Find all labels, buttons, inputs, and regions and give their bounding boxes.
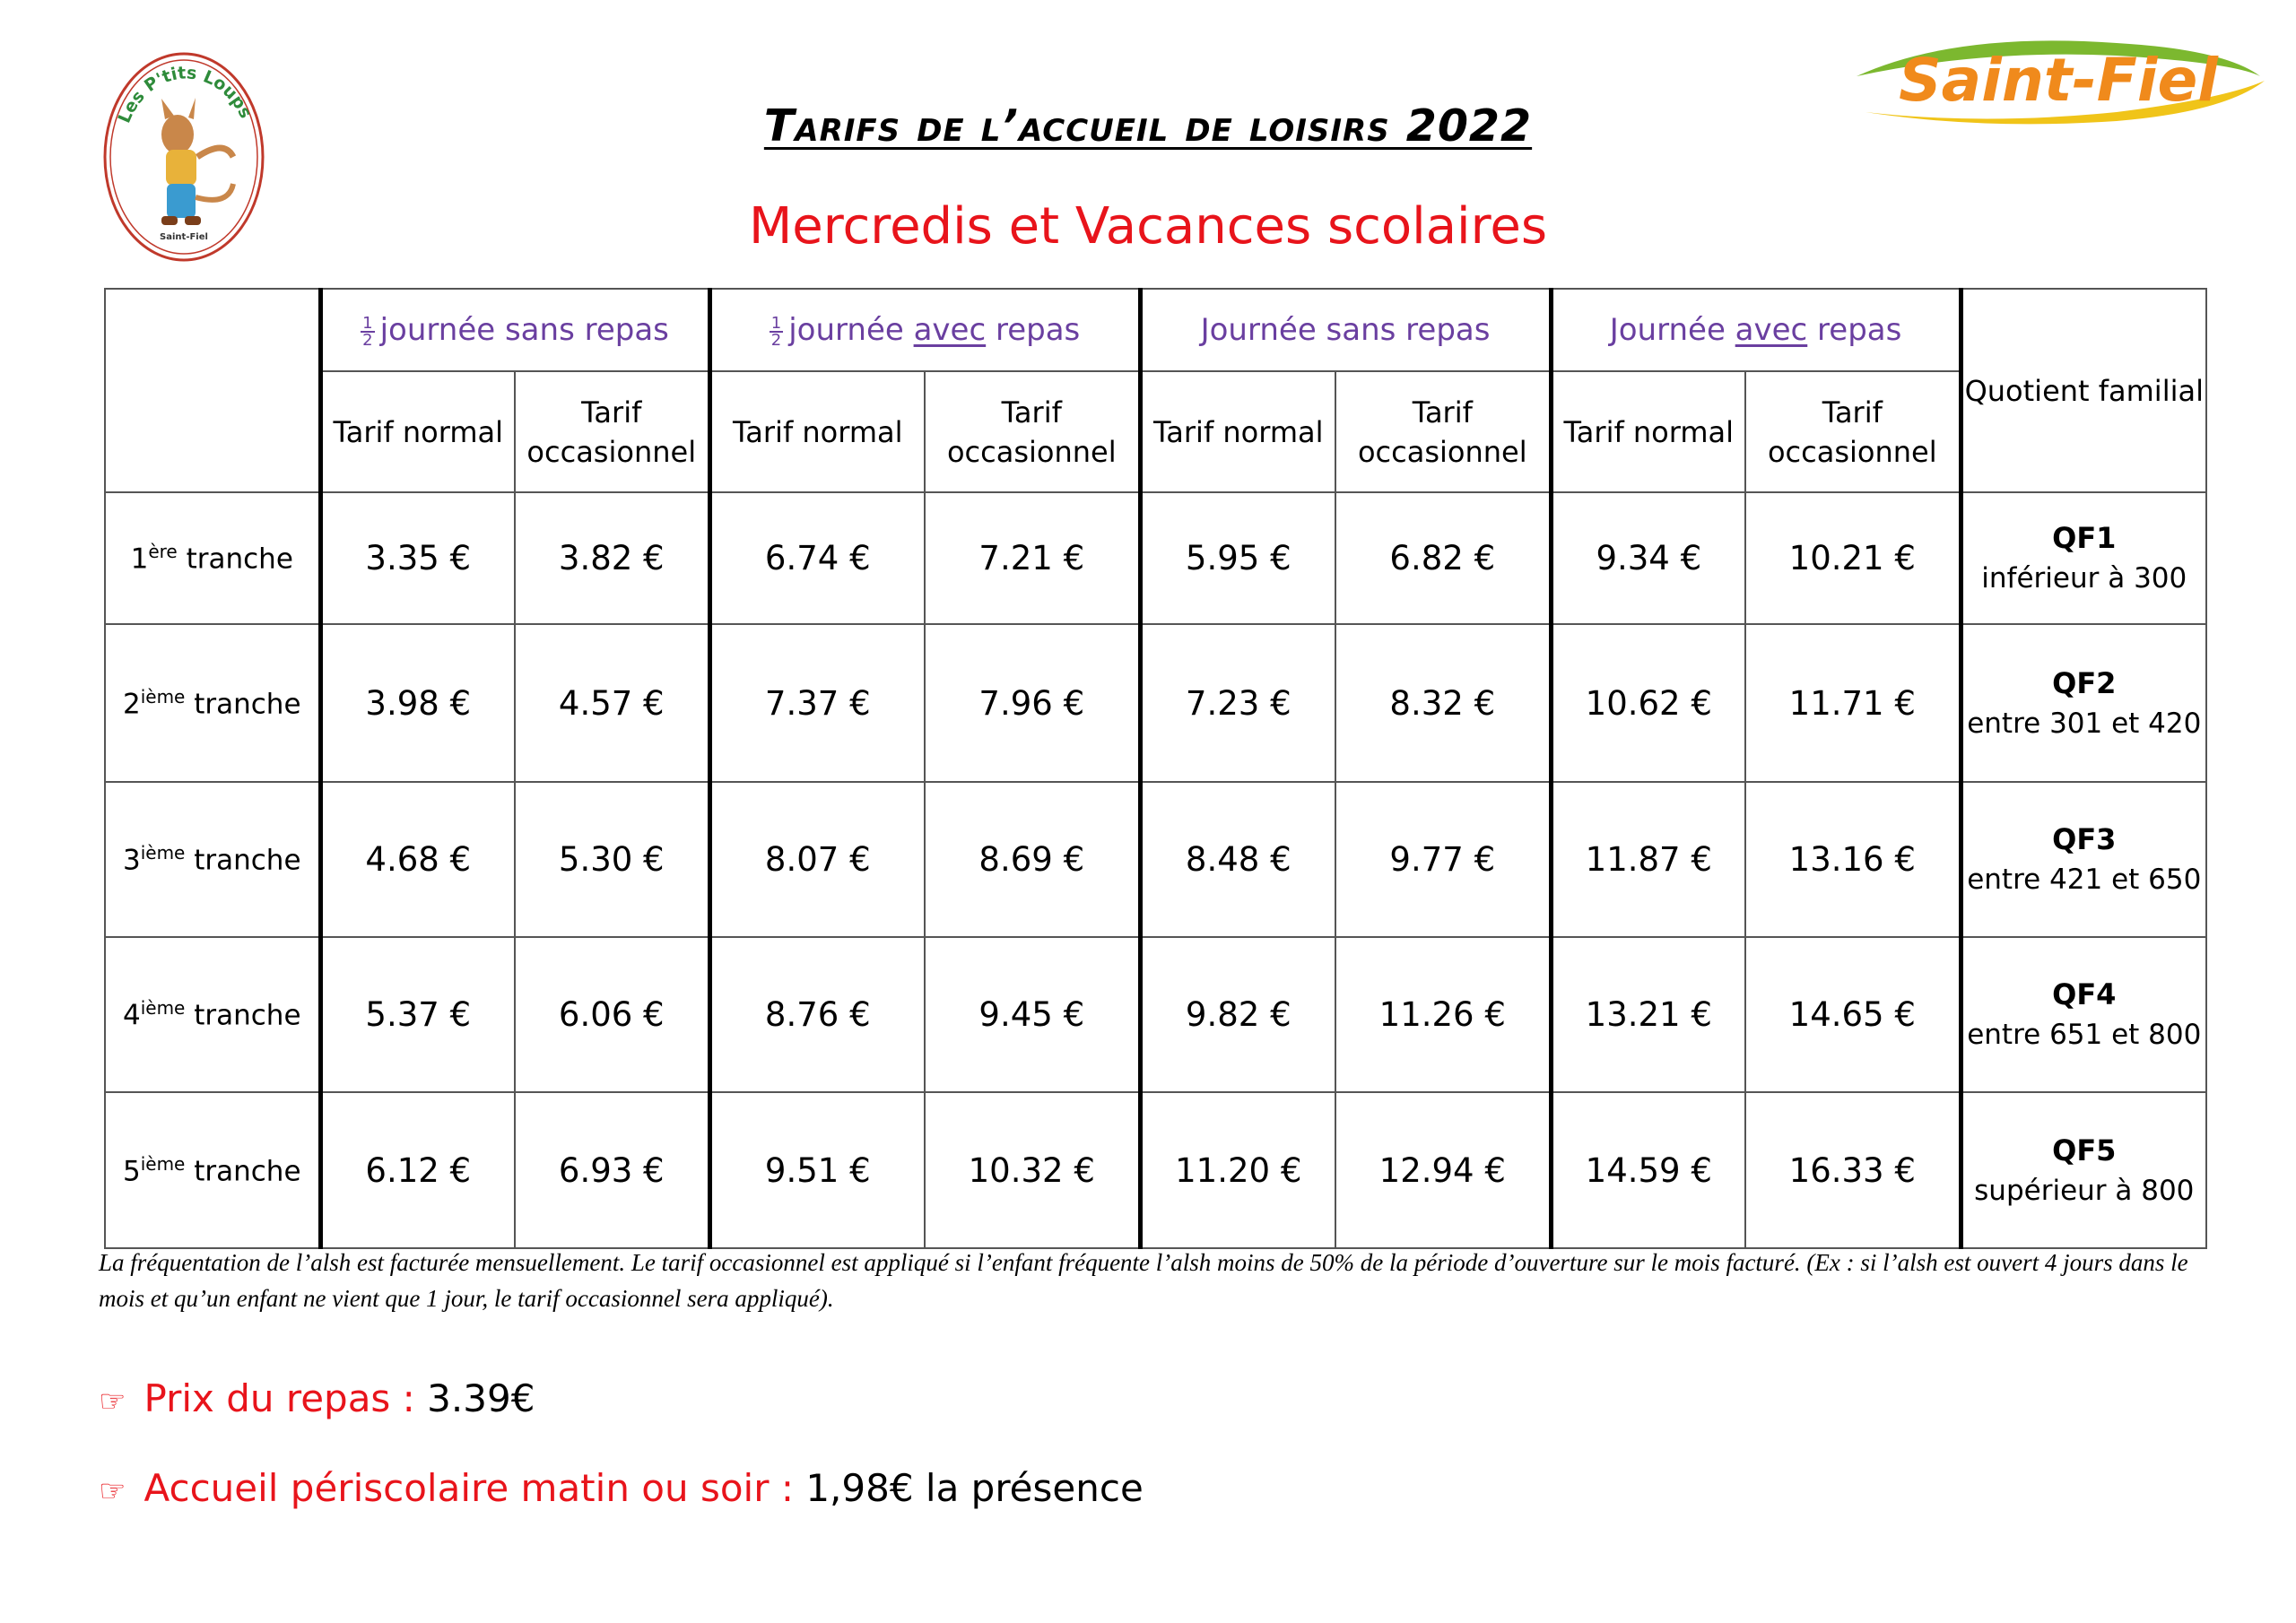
subheader-line: Tarif bbox=[1001, 395, 1062, 430]
document-subtitle: Mercredis et Vacances scolaires bbox=[748, 197, 1548, 256]
group-header-text: Journée sans repas bbox=[1200, 312, 1491, 348]
group-header-text: repas bbox=[986, 312, 1081, 348]
one-half-fraction bbox=[361, 313, 374, 350]
tranche-suffix: ième bbox=[140, 997, 186, 1020]
price-cell: 5.30 € bbox=[515, 782, 709, 937]
subheader-tarif-normal: Tarif normal bbox=[709, 371, 925, 492]
qf-code: QF4 bbox=[2052, 977, 2117, 1011]
group-header-text: journée bbox=[788, 312, 914, 348]
table-row bbox=[105, 782, 2206, 937]
tranche-number: 3 bbox=[122, 844, 141, 877]
qf-description: supérieur à 800 bbox=[1974, 1174, 2195, 1207]
price-cell: 6.12 € bbox=[320, 1092, 515, 1248]
meal-price-label: Prix du repas : bbox=[144, 1376, 428, 1420]
price-cell: 11.71 € bbox=[1745, 624, 1961, 782]
subheader-tarif-occasionnel bbox=[515, 371, 709, 492]
fraction-numerator: 1 bbox=[770, 313, 782, 333]
tranche-word: tranche bbox=[185, 688, 301, 721]
periscolaire-line bbox=[99, 1466, 1144, 1510]
row-label-tranche bbox=[105, 1092, 320, 1248]
tranche-number: 2 bbox=[122, 688, 141, 721]
document-title: Tarifs de l’accueil de loisirs 2022 bbox=[763, 100, 1533, 152]
price-cell: 6.06 € bbox=[515, 937, 709, 1092]
subheader-tarif-occasionnel bbox=[925, 371, 1140, 492]
quotient-familial-cell bbox=[1961, 937, 2206, 1092]
quotient-familial-header: Quotient familial bbox=[1961, 289, 2206, 492]
price-cell: 4.68 € bbox=[320, 782, 515, 937]
price-cell: 14.65 € bbox=[1745, 937, 1961, 1092]
meal-price-line bbox=[99, 1376, 535, 1420]
qf-description: inférieur à 300 bbox=[1981, 562, 2187, 595]
price-cell: 5.95 € bbox=[1140, 492, 1335, 624]
periscolaire-label: Accueil périscolaire matin ou soir : bbox=[144, 1466, 806, 1510]
row-label-tranche bbox=[105, 624, 320, 782]
qf-code: QF1 bbox=[2052, 521, 2117, 555]
price-cell: 11.26 € bbox=[1335, 937, 1551, 1092]
periscolaire-value: 1,98€ la présence bbox=[805, 1466, 1144, 1510]
tranche-number: 5 bbox=[122, 1155, 141, 1188]
quotient-familial-cell bbox=[1961, 492, 2206, 624]
pointing-hand-icon: ☞ bbox=[99, 1384, 126, 1419]
price-cell: 8.07 € bbox=[709, 782, 925, 937]
fraction-denominator: 2 bbox=[362, 330, 373, 350]
quotient-familial-cell bbox=[1961, 782, 2206, 937]
price-cell: 6.82 € bbox=[1335, 492, 1551, 624]
subheader-line: Tarif bbox=[581, 395, 642, 430]
price-cell: 9.34 € bbox=[1551, 492, 1745, 624]
price-cell: 8.48 € bbox=[1140, 782, 1335, 937]
price-cell: 7.21 € bbox=[925, 492, 1140, 624]
price-cell: 14.59 € bbox=[1551, 1092, 1745, 1248]
fraction-numerator: 1 bbox=[362, 313, 373, 333]
one-half-fraction bbox=[770, 313, 783, 350]
price-cell: 10.62 € bbox=[1551, 624, 1745, 782]
logo-subtext: Saint-Fiel bbox=[160, 232, 208, 242]
price-cell: 9.51 € bbox=[709, 1092, 925, 1248]
subheader-tarif-occasionnel bbox=[1335, 371, 1551, 492]
subheader-tarif-normal: Tarif normal bbox=[1551, 371, 1745, 492]
tranche-suffix: ième bbox=[140, 842, 186, 864]
tranche-number: 4 bbox=[122, 999, 141, 1032]
pointing-hand-icon: ☞ bbox=[99, 1473, 126, 1509]
meal-price-value: 3.39€ bbox=[427, 1376, 535, 1420]
price-cell: 13.16 € bbox=[1745, 782, 1961, 937]
price-cell: 7.96 € bbox=[925, 624, 1140, 782]
tranche-suffix: ère bbox=[148, 541, 178, 563]
qf-code: QF5 bbox=[2052, 1133, 2117, 1167]
subheader-line: Tarif bbox=[1822, 395, 1883, 430]
price-cell: 6.93 € bbox=[515, 1092, 709, 1248]
qf-description: entre 651 et 800 bbox=[1967, 1019, 2202, 1051]
tranche-number: 1 bbox=[130, 542, 149, 576]
price-cell: 10.21 € bbox=[1745, 492, 1961, 624]
group-header-day-with-meal bbox=[1551, 289, 1961, 371]
footnote: La fréquentation de l’alsh est facturée mensuellement. Le tarif occasionnel est appliqué si l’enfant fréquente l’alsh moins de 50% de la période d’ouverture sur le mois facturé. (Ex : si l’alsh est ouvert 4 jours dans le mois et qu’un enfant ne vient que 1 jour, le tarif occasionnel sera appliqué). bbox=[99, 1249, 2188, 1312]
tranche-suffix: ième bbox=[140, 1152, 186, 1175]
price-cell: 4.57 € bbox=[515, 624, 709, 782]
group-header-day-no-meal bbox=[1140, 289, 1551, 371]
group-header-underlined: avec bbox=[913, 312, 987, 348]
quotient-familial-cell bbox=[1961, 624, 2206, 782]
table-row bbox=[105, 1092, 2206, 1248]
subheader-line: occasionnel bbox=[526, 434, 697, 469]
price-cell: 7.23 € bbox=[1140, 624, 1335, 782]
group-header-half-day-with-meal bbox=[709, 289, 1140, 371]
qf-description: entre 301 et 420 bbox=[1967, 707, 2202, 740]
price-cell: 3.35 € bbox=[320, 492, 515, 624]
group-header-text: journée bbox=[379, 312, 505, 348]
price-cell: 8.76 € bbox=[709, 937, 925, 1092]
table-row bbox=[105, 492, 2206, 624]
price-cell: 8.32 € bbox=[1335, 624, 1551, 782]
row-label-tranche bbox=[105, 782, 320, 937]
qf-description: entre 421 et 650 bbox=[1967, 864, 2202, 896]
price-cell: 9.82 € bbox=[1140, 937, 1335, 1092]
price-cell: 3.82 € bbox=[515, 492, 709, 624]
subheader-line: Tarif bbox=[1412, 395, 1473, 430]
tranche-word: tranche bbox=[185, 999, 301, 1032]
price-cell: 5.37 € bbox=[320, 937, 515, 1092]
group-header-half-day-no-meal bbox=[320, 289, 709, 371]
price-cell: 8.69 € bbox=[925, 782, 1140, 937]
price-cell: 7.37 € bbox=[709, 624, 925, 782]
group-header-text: sans repas bbox=[504, 312, 669, 348]
qf-code: QF2 bbox=[2052, 665, 2117, 700]
subheader-tarif-normal: Tarif normal bbox=[320, 371, 515, 492]
row-label-tranche bbox=[105, 492, 320, 624]
subheader-line: occasionnel bbox=[1767, 434, 1937, 469]
tranche-word: tranche bbox=[177, 542, 293, 576]
price-cell: 9.45 € bbox=[925, 937, 1140, 1092]
tranche-word: tranche bbox=[185, 844, 301, 877]
group-header-text: repas bbox=[1807, 312, 1902, 348]
price-cell: 11.87 € bbox=[1551, 782, 1745, 937]
quotient-familial-cell bbox=[1961, 1092, 2206, 1248]
price-cell: 16.33 € bbox=[1745, 1092, 1961, 1248]
group-header-text: Journée bbox=[1609, 312, 1735, 348]
subheader-tarif-occasionnel bbox=[1745, 371, 1961, 492]
price-cell: 3.98 € bbox=[320, 624, 515, 782]
subheader-line: occasionnel bbox=[946, 434, 1117, 469]
tranche-word: tranche bbox=[185, 1155, 301, 1188]
qf-code: QF3 bbox=[2052, 822, 2117, 856]
price-cell: 11.20 € bbox=[1140, 1092, 1335, 1248]
fraction-denominator: 2 bbox=[770, 330, 782, 350]
price-cell: 12.94 € bbox=[1335, 1092, 1551, 1248]
price-cell: 9.77 € bbox=[1335, 782, 1551, 937]
svg-text:Les P'tits Loups: Les P'tits Loups bbox=[114, 63, 256, 126]
row-label-tranche bbox=[105, 937, 320, 1092]
price-cell: 13.21 € bbox=[1551, 937, 1745, 1092]
logo-text: Saint-Fiel bbox=[1899, 46, 2218, 115]
table-row bbox=[105, 937, 2206, 1092]
price-cell: 10.32 € bbox=[925, 1092, 1140, 1248]
price-cell: 6.74 € bbox=[709, 492, 925, 624]
group-header-underlined: avec bbox=[1735, 312, 1808, 348]
subheader-line: occasionnel bbox=[1357, 434, 1527, 469]
tranche-suffix: ième bbox=[140, 685, 186, 707]
subheader-tarif-normal: Tarif normal bbox=[1140, 371, 1335, 492]
empty-corner-cell bbox=[105, 289, 320, 492]
table-row bbox=[105, 624, 2206, 782]
tarifs-table bbox=[104, 288, 2207, 1249]
